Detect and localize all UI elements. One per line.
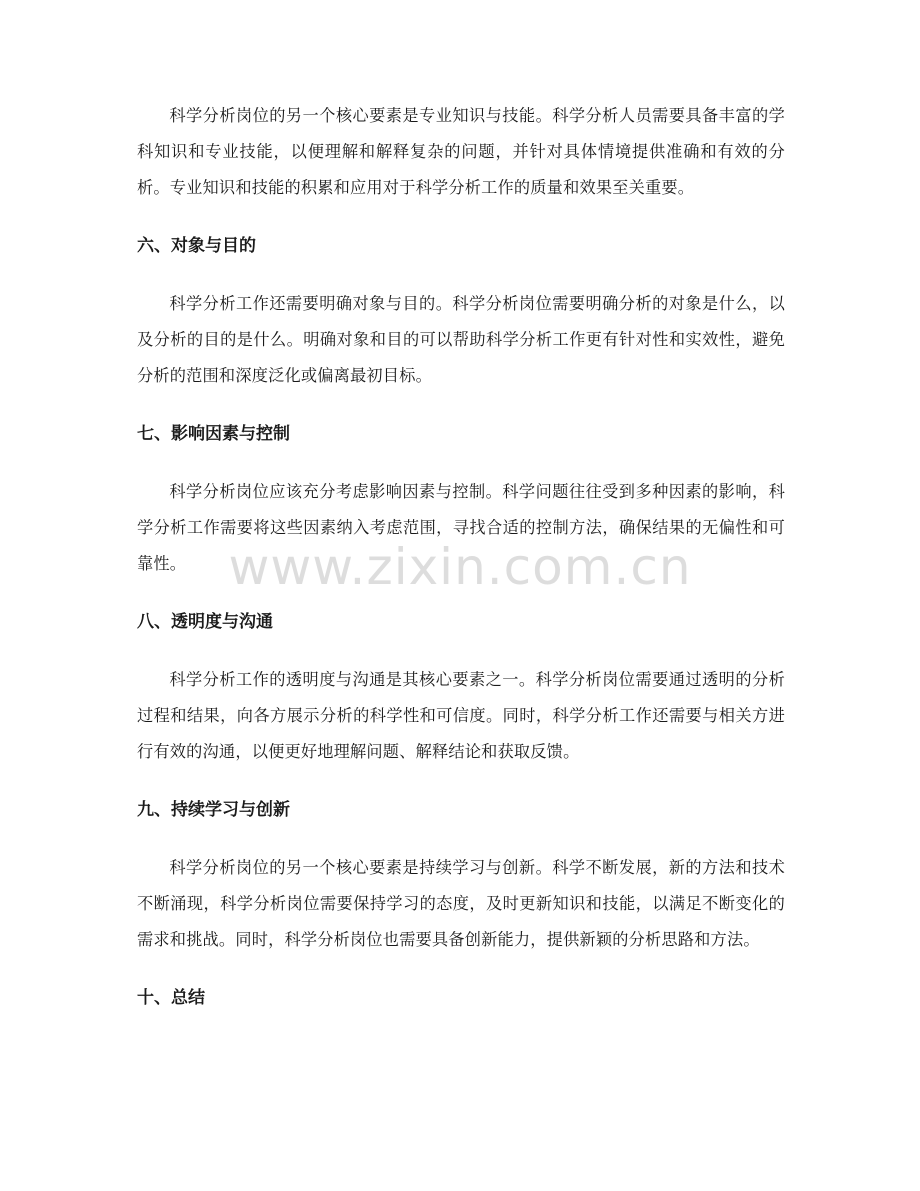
watermark: www.zixin.com.cn	[228, 538, 692, 596]
paragraph-section-8: 科学分析工作的透明度与沟通是其核心要素之一。科学分析岗位需要通过透明的分析过程和结果，向各方展示分析的科学性和可信度。同时，科学分析工作还需要与相关方进行有效的沟通，以便更好地理解问题、解释结论和获取反馈。	[137, 670, 785, 761]
document-body	[137, 98, 785, 1016]
heading-section-7: 七、影响因素与控制	[137, 424, 290, 444]
paragraph-section-9: 科学分析岗位的另一个核心要素是持续学习与创新。科学不断发展，新的方法和技术不断涌现，科学分析岗位需要保持学习的态度，及时更新知识和技能，以满足不断变化的需求和挑战。同时，科学分析岗位也需要具备创新能力，提供新颖的分析思路和方法。	[137, 858, 785, 949]
heading-section-10: 十、总结	[137, 988, 205, 1008]
paragraph-section-7: 科学分析岗位应该充分考虑影响因素与控制。科学问题往往受到多种因素的影响，科学分析工作需要将这些因素纳入考虑范围，寻找合适的控制方法，确保结果的无偏性和可靠性。	[137, 482, 785, 573]
paragraph-section-6: 科学分析工作还需要明确对象与目的。科学分析岗位需要明确分析的对象是什么，以及分析的目的是什么。明确对象和目的可以帮助科学分析工作更有针对性和实效性，避免分析的范围和深度泛化或偏离最初目标。	[137, 294, 785, 385]
paragraph-professional-knowledge: 科学分析岗位的另一个核心要素是专业知识与技能。科学分析人员需要具备丰富的学科知识和专业技能，以便理解和解释复杂的问题，并针对具体情境提供准确和有效的分析。专业知识和技能的积累和应用对于科学分析工作的质量和效果至关重要。	[137, 106, 785, 197]
heading-section-6: 六、对象与目的	[137, 236, 256, 256]
heading-section-8: 八、透明度与沟通	[137, 612, 273, 632]
heading-section-9: 九、持续学习与创新	[137, 800, 290, 820]
